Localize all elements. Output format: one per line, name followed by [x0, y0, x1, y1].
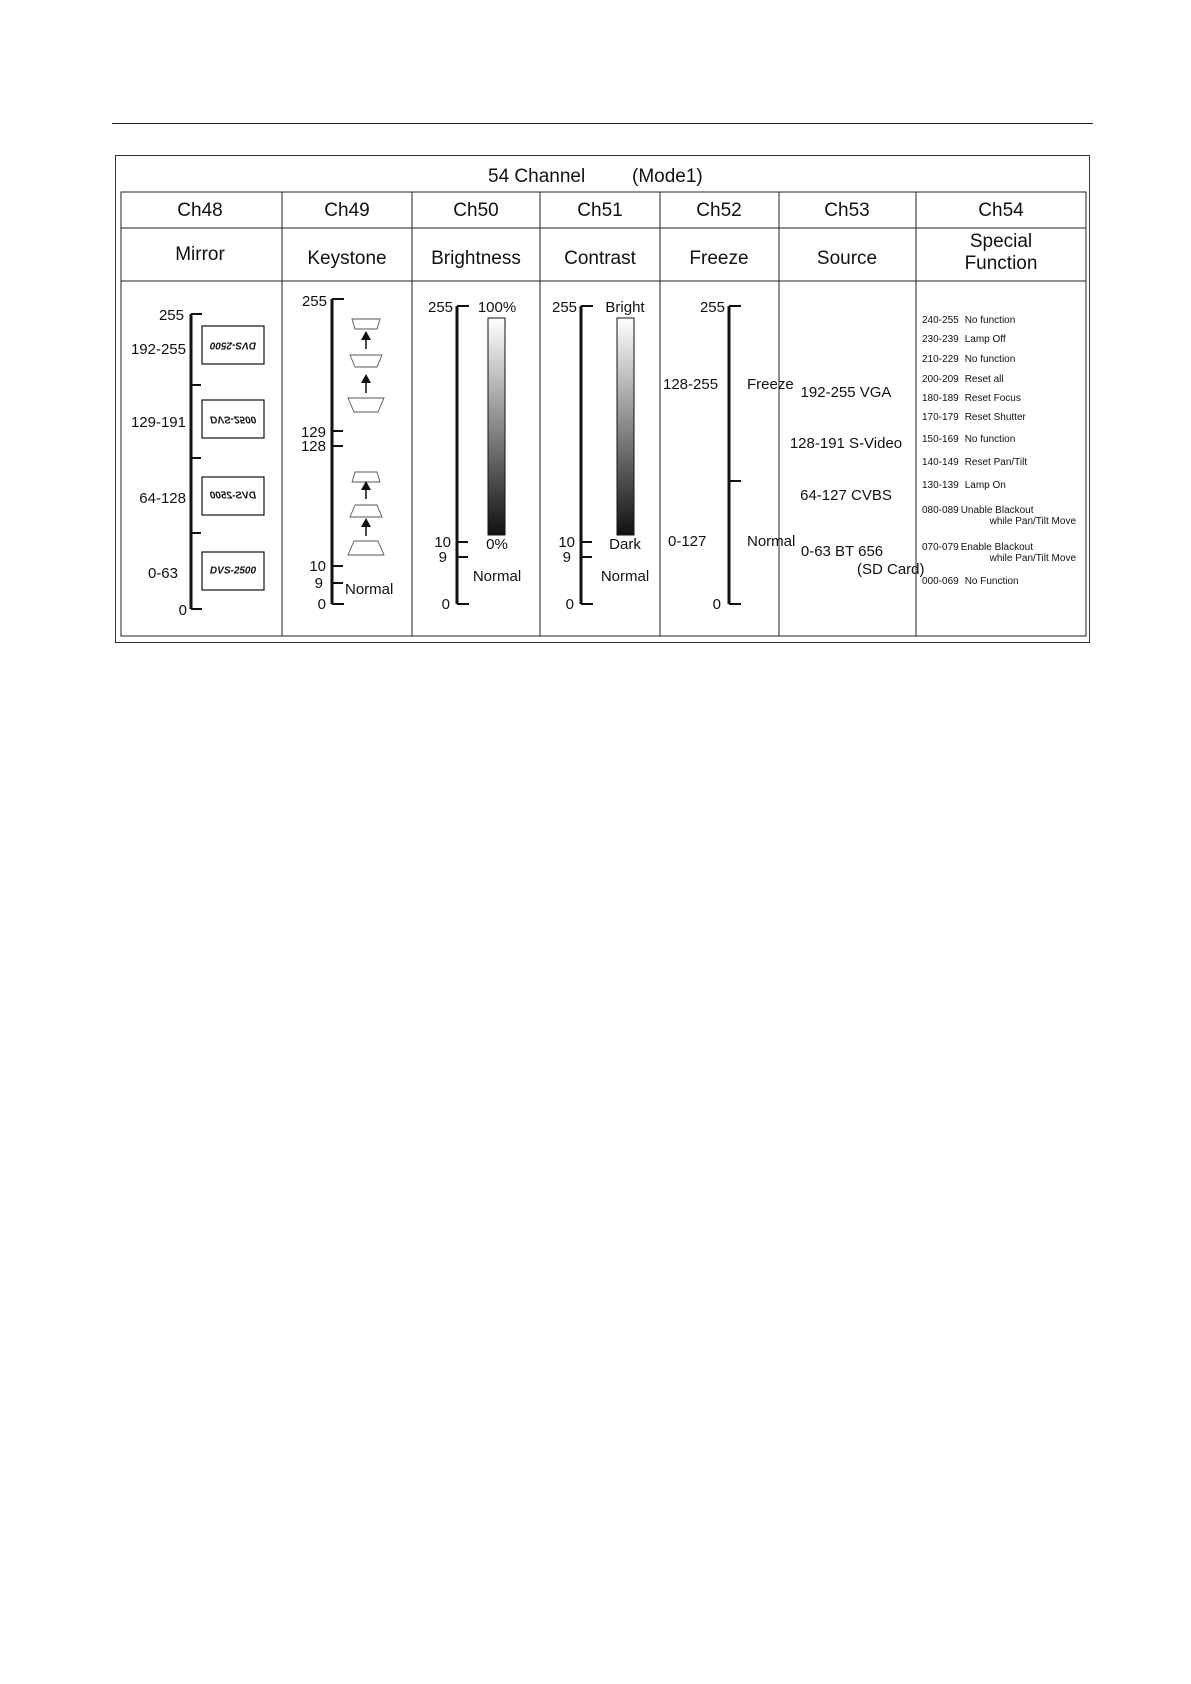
ch54-item-label: Reset all [964, 374, 1004, 385]
ch53-item-svideo: 128-191 S-Video [789, 435, 903, 452]
ch50-value-9: 9 [438, 549, 447, 566]
function-special-line2: Function [964, 253, 1038, 274]
ch54-function-list [922, 315, 1076, 587]
function-contrast: Contrast [564, 248, 636, 269]
ch54-item-label: No function [964, 315, 1016, 326]
ch54-item-range: 130-139 [922, 480, 959, 491]
ch54-item-label: Enable Blackout [960, 542, 1033, 553]
ch54-item [922, 480, 1006, 491]
header-ch54: Ch54 [978, 200, 1024, 221]
ch54-item-range: 140-149 [922, 457, 959, 468]
ch48-logo-normal: DVS-2500 [209, 565, 257, 577]
ch52-bottom-value: 0 [712, 596, 721, 613]
ch50-max-label: 100% [477, 299, 517, 316]
ch54-item-range: 150-169 [922, 434, 959, 445]
ch54-item [922, 576, 1019, 587]
ch48-logo-mirrored: DVS-2500 [209, 490, 257, 502]
ch49-normal-label: Normal [345, 581, 394, 598]
ch53-item-vga: 192-255 VGA [800, 384, 892, 401]
keystone-shape-4 [352, 472, 380, 482]
ch48-bottom-value: 0 [178, 602, 187, 619]
ch54-item [922, 354, 1015, 365]
ch50-value-0: 0 [441, 596, 450, 613]
ch51-value-10: 10 [558, 534, 575, 551]
page-top-rule [112, 123, 1093, 124]
ch49-value-129: 129 [300, 424, 326, 441]
keystone-shape-2 [350, 355, 382, 367]
ch50-gradient-bar [488, 318, 505, 535]
ch54-item-range: 240-255 [922, 315, 959, 326]
keystone-shape-3 [348, 398, 384, 412]
header-ch50: Ch50 [453, 200, 499, 221]
ch51-normal-label: Normal [600, 568, 650, 585]
ch48-logo-flipped: DVS-2500 [209, 413, 257, 425]
ch54-item [922, 334, 1006, 345]
ch51-value-0: 0 [565, 596, 574, 613]
ch54-item-range: 000-069 [922, 576, 959, 587]
ch54-item-range: 230-239 [922, 334, 959, 345]
table-title: 54 Channel [488, 166, 586, 187]
up-arrow-icon [361, 481, 371, 499]
ch54-item-label-line2: while Pan/Tilt Move [989, 516, 1076, 527]
function-mirror: Mirror [175, 244, 225, 265]
ch54-item [922, 315, 1015, 326]
function-source: Source [816, 248, 878, 269]
keystone-shape-6 [348, 541, 384, 555]
keystone-shape-5 [350, 505, 382, 517]
header-ch48: Ch48 [177, 200, 223, 221]
ch49-value-0: 0 [317, 596, 326, 613]
ch52-lower-label: Normal [747, 533, 796, 550]
ch52-upper-range: 128-255 [663, 376, 719, 393]
ch54-item-label-line2: while Pan/Tilt Move [989, 553, 1076, 564]
keystone-shape-1 [352, 319, 380, 329]
ch54-item-label: No function [964, 354, 1016, 365]
channel-table-graphic [116, 156, 1091, 644]
ch49-value-9: 9 [314, 575, 323, 592]
up-arrow-icon [361, 331, 371, 349]
header-ch52: Ch52 [696, 200, 742, 221]
ch51-min-label: Dark [609, 536, 641, 553]
ch49-top-value: 255 [301, 293, 327, 310]
ch48-logo-rotated: DVS-2500 [209, 339, 257, 351]
function-keystone: Keystone [307, 248, 387, 269]
ch50-normal-label: Normal [472, 568, 522, 585]
ch53-sd-card: (SD Card) [857, 561, 925, 578]
ch54-item-range: 210-229 [922, 354, 959, 365]
ch51-scale [581, 306, 593, 604]
ch52-top-value: 255 [699, 299, 725, 316]
ch54-item-label: Reset Focus [964, 393, 1021, 404]
ch54-item-range: 200-209 [922, 374, 959, 385]
ch54-item [922, 393, 1021, 404]
ch52-lower-range: 0-127 [668, 533, 707, 550]
ch48-range-2: 129-191 [130, 414, 186, 431]
ch54-item [922, 505, 1034, 516]
ch54-item-range: 170-179 [922, 412, 959, 423]
ch52-scale [729, 306, 741, 604]
ch48-logo-boxes [202, 326, 264, 590]
ch54-item-label: Reset Shutter [964, 412, 1026, 423]
ch54-item-label: No Function [964, 576, 1019, 587]
header-ch53: Ch53 [824, 200, 870, 221]
ch54-item [922, 374, 1004, 385]
channel-table [115, 155, 1090, 643]
ch50-min-label: 0% [486, 536, 508, 553]
ch51-max-label: Bright [605, 299, 645, 316]
ch49-value-128: 128 [300, 438, 326, 455]
up-arrow-icon [361, 518, 371, 536]
ch52-upper-label: Freeze [747, 376, 794, 393]
ch54-item-label: Reset Pan/Tilt [964, 457, 1028, 468]
ch49-value-10: 10 [309, 558, 326, 575]
ch54-item-label: Lamp Off [964, 334, 1006, 345]
ch48-top-value: 255 [158, 307, 184, 324]
ch54-item-label: Lamp On [964, 480, 1006, 491]
function-freeze: Freeze [689, 248, 749, 269]
up-arrow-icon [361, 374, 371, 393]
ch51-top-value: 255 [552, 299, 578, 316]
ch54-item [922, 542, 1033, 553]
ch48-scale [191, 314, 202, 609]
function-special-line1: Special [969, 231, 1033, 252]
ch54-item-range: 180-189 [922, 393, 959, 404]
function-brightness: Brightness [431, 248, 521, 269]
ch50-value-10: 10 [434, 534, 451, 551]
ch54-item [922, 412, 1027, 423]
ch50-top-value: 255 [428, 299, 454, 316]
ch54-item [922, 457, 1027, 468]
ch48-range-4: 0-63 [147, 565, 178, 582]
ch53-item-cvbs: 64-127 CVBS [800, 487, 892, 504]
ch50-scale [457, 306, 469, 604]
header-ch51: Ch51 [577, 200, 623, 221]
header-ch49: Ch49 [324, 200, 370, 221]
ch48-range-1: 192-255 [130, 341, 186, 358]
ch51-gradient-bar [617, 318, 634, 535]
ch48-range-3: 64-128 [139, 490, 186, 507]
table-mode: (Mode1) [632, 166, 703, 187]
ch51-value-9: 9 [562, 549, 571, 566]
ch53-item-bt656: 0-63 BT 656 [800, 543, 884, 560]
ch54-item-range: 070-079 [922, 542, 959, 553]
ch54-item-label: No function [964, 434, 1016, 445]
ch54-item-label: Unable Blackout [960, 505, 1034, 516]
ch54-item-range: 080-089 [922, 505, 959, 516]
ch49-scale [332, 299, 344, 604]
ch54-item [922, 434, 1015, 445]
